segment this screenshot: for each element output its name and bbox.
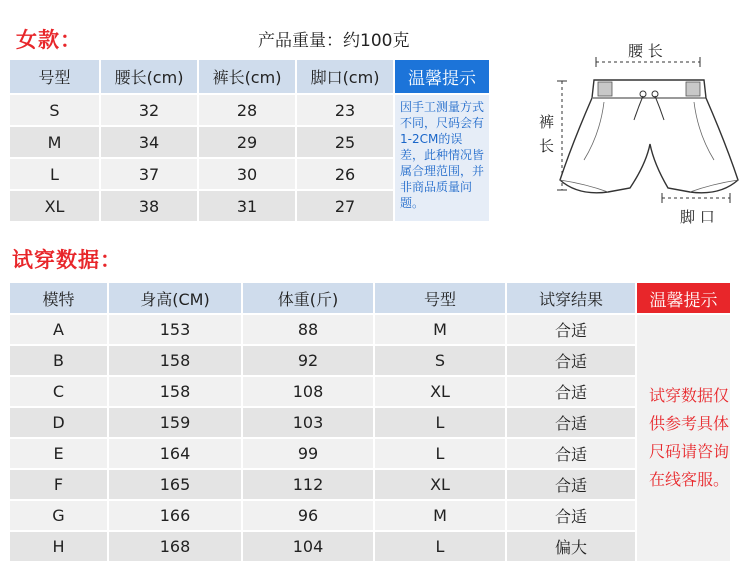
size-cell: L bbox=[10, 159, 99, 189]
size-cell: L bbox=[375, 439, 505, 468]
size-cell: S bbox=[10, 95, 99, 125]
height-cell: 153 bbox=[109, 315, 241, 344]
size-cell: XL bbox=[10, 191, 99, 221]
table-row bbox=[10, 95, 489, 125]
weight-cell: 99 bbox=[243, 439, 373, 468]
product-weight: 产品重量：约100克 bbox=[258, 31, 410, 51]
size-cell: M bbox=[375, 315, 505, 344]
size-cell: XL bbox=[375, 377, 505, 406]
size-cell: M bbox=[375, 501, 505, 530]
waist-cell: 37 bbox=[101, 159, 197, 189]
length-cell: 31 bbox=[199, 191, 295, 221]
size-cell: XL bbox=[375, 470, 505, 499]
header-result: 试穿结果 bbox=[507, 283, 635, 313]
weight-cell: 103 bbox=[243, 408, 373, 437]
model-cell: F bbox=[10, 470, 107, 499]
weight-cell: 96 bbox=[243, 501, 373, 530]
header-size: 号型 bbox=[375, 283, 505, 313]
trial-section-title: 试穿数据： bbox=[12, 248, 122, 272]
shorts-illustration bbox=[530, 36, 745, 231]
result-cell: 合适 bbox=[507, 408, 635, 437]
result-cell: 合适 bbox=[507, 439, 635, 468]
size-cell: S bbox=[375, 346, 505, 375]
height-cell: 159 bbox=[109, 408, 241, 437]
height-cell: 158 bbox=[109, 377, 241, 406]
model-cell: B bbox=[10, 346, 107, 375]
women-tip-text: 因手工测量方式不同，尺码会有1-2CM的误差，此种情况皆属合理范围，并非商品质量问题。 bbox=[395, 95, 489, 221]
size-cell: L bbox=[375, 408, 505, 437]
waist-cell: 34 bbox=[101, 127, 197, 157]
hem-label: 脚 口 bbox=[680, 208, 715, 226]
hem-cell: 25 bbox=[297, 127, 393, 157]
size-cell: L bbox=[375, 532, 505, 561]
table-row bbox=[10, 532, 730, 561]
weight-cell: 92 bbox=[243, 346, 373, 375]
women-section-title: 女款： bbox=[16, 28, 82, 52]
hem-cell: 23 bbox=[297, 95, 393, 125]
result-cell: 偏大 bbox=[507, 532, 635, 561]
table-row bbox=[10, 315, 730, 344]
waist-label: 腰 长 bbox=[628, 42, 663, 60]
model-cell: A bbox=[10, 315, 107, 344]
model-cell: C bbox=[10, 377, 107, 406]
size-cell: M bbox=[10, 127, 99, 157]
model-cell: D bbox=[10, 408, 107, 437]
header-height: 身高(CM) bbox=[109, 283, 241, 313]
weight-cell: 108 bbox=[243, 377, 373, 406]
table-row bbox=[10, 439, 730, 468]
model-cell: H bbox=[10, 532, 107, 561]
weight-cell: 112 bbox=[243, 470, 373, 499]
result-cell: 合适 bbox=[507, 470, 635, 499]
header-waist: 腰长(cm) bbox=[101, 60, 197, 93]
trial-tip-title: 温馨提示 bbox=[637, 283, 730, 313]
hem-cell: 26 bbox=[297, 159, 393, 189]
weight-cell: 88 bbox=[243, 315, 373, 344]
women-size-table bbox=[8, 58, 491, 223]
height-cell: 158 bbox=[109, 346, 241, 375]
length-cell: 29 bbox=[199, 127, 295, 157]
length-cell: 28 bbox=[199, 95, 295, 125]
header-hem: 脚口(cm) bbox=[297, 60, 393, 93]
header-model: 模特 bbox=[10, 283, 107, 313]
header-size: 号型 bbox=[10, 60, 99, 93]
weight-cell: 104 bbox=[243, 532, 373, 561]
trial-data-table bbox=[8, 281, 732, 563]
shorts-diagram bbox=[530, 36, 745, 231]
table-row bbox=[10, 408, 730, 437]
header-weight: 体重(斤) bbox=[243, 283, 373, 313]
table-row bbox=[10, 346, 730, 375]
result-cell: 合适 bbox=[507, 315, 635, 344]
height-cell: 165 bbox=[109, 470, 241, 499]
trial-tip-text: 试穿数据仅供参考具体尺码请咨询在线客服。 bbox=[637, 315, 730, 561]
result-cell: 合适 bbox=[507, 501, 635, 530]
header-length: 裤长(cm) bbox=[199, 60, 295, 93]
waist-cell: 38 bbox=[101, 191, 197, 221]
height-cell: 166 bbox=[109, 501, 241, 530]
table-row bbox=[10, 501, 730, 530]
result-cell: 合适 bbox=[507, 346, 635, 375]
women-tip-title: 温馨提示 bbox=[395, 60, 489, 93]
length-cell: 30 bbox=[199, 159, 295, 189]
table-row bbox=[10, 377, 730, 406]
waist-cell: 32 bbox=[101, 95, 197, 125]
result-cell: 合适 bbox=[507, 377, 635, 406]
model-cell: G bbox=[10, 501, 107, 530]
height-cell: 168 bbox=[109, 532, 241, 561]
height-cell: 164 bbox=[109, 439, 241, 468]
length-label: 裤 长 bbox=[539, 113, 555, 155]
hem-cell: 27 bbox=[297, 191, 393, 221]
model-cell: E bbox=[10, 439, 107, 468]
table-row bbox=[10, 470, 730, 499]
